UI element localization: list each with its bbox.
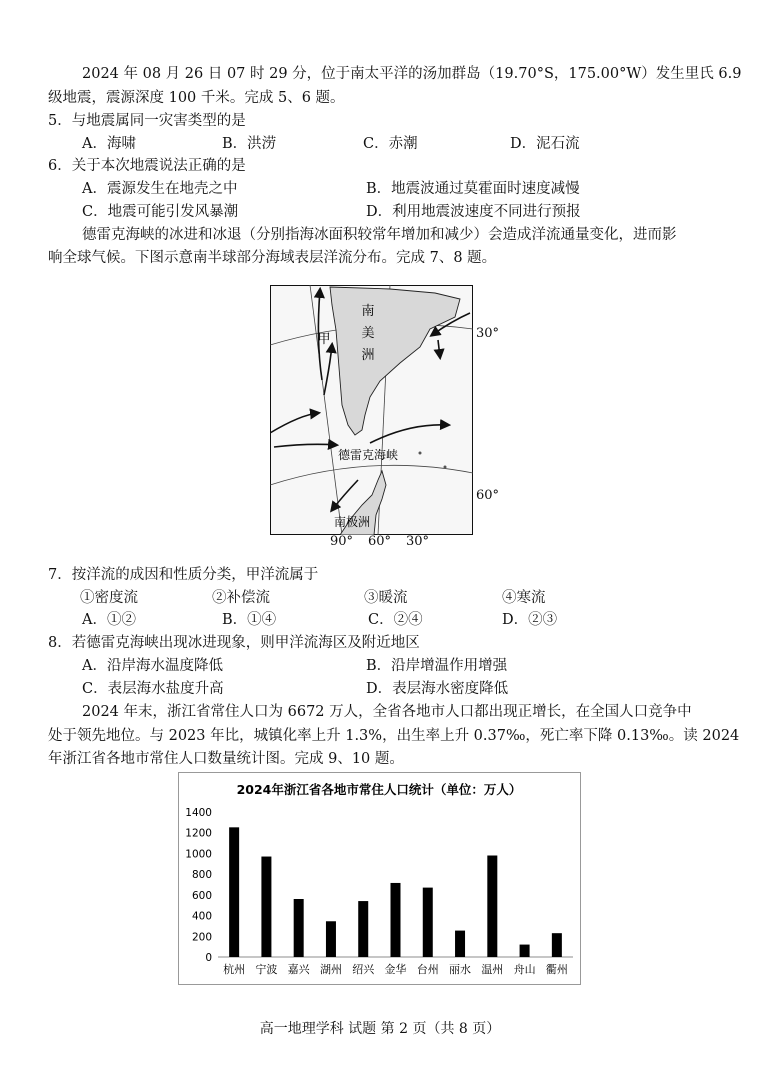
bar-温州 — [487, 856, 497, 958]
option-a: A．震源发生在地壳之中 — [82, 181, 238, 197]
bar-绍兴 — [358, 901, 368, 957]
intro-text-line: 响全球气候。下图示意南半球部分海域表层洋流分布。完成 7、8 题。 — [48, 250, 497, 266]
option-d: D．表层海水密度降低 — [366, 681, 509, 697]
y-tick-label: 600 — [191, 889, 212, 902]
continent-label: 南 — [361, 304, 375, 319]
longitude-label: 90° — [330, 534, 354, 549]
intro-text-line: 2024 年末，浙江省常住人口为 6672 万人，全省各地市人口都出现正增长，在全国人口竞争中 — [82, 704, 692, 720]
choice-item: ④寒流 — [502, 590, 546, 606]
option-a: A．海啸 — [82, 136, 136, 152]
bar-湖州 — [326, 921, 336, 957]
choice-item: ①密度流 — [80, 590, 138, 606]
option-c: C．地震可能引发风暴潮 — [82, 204, 239, 220]
intro-text-line: 德雷克海峡的冰进和冰退（分别指海冰面积较常年增加和减少）会造成洋流通量变化，进而影 — [82, 227, 677, 243]
strait-label: 德雷克海峡 — [337, 448, 399, 462]
bar-衢州 — [552, 933, 562, 957]
y-tick-label: 1200 — [185, 827, 212, 840]
x-tick-label: 温州 — [481, 963, 504, 976]
intro-text-line: 年浙江省各地市常住人口数量统计图。完成 9、10 题。 — [48, 751, 404, 767]
bar-嘉兴 — [294, 899, 304, 957]
y-tick-label: 200 — [191, 931, 212, 944]
option-b: B．沿岸增温作用增强 — [366, 658, 508, 674]
option-b: B．地震波通过莫霍面时速度减慢 — [366, 181, 580, 197]
x-tick-label: 绍兴 — [352, 963, 375, 976]
bar-杭州 — [229, 827, 239, 957]
x-tick-label: 丽水 — [449, 963, 472, 976]
island — [444, 466, 447, 469]
x-tick-label: 宁波 — [255, 963, 278, 976]
option-a: A．①② — [82, 612, 136, 628]
y-tick-label: 400 — [191, 910, 212, 923]
choice-item: ③暖流 — [364, 590, 408, 606]
ocean-current-map — [270, 285, 473, 535]
option-b: B．①④ — [222, 612, 277, 628]
continent-label: 洲 — [361, 348, 375, 363]
question-stem: 8．若德雷克海峡出现冰进现象，则甲洋流海区及附近地区 — [48, 635, 420, 651]
current-label-jia: 甲 — [317, 332, 331, 347]
x-tick-label: 舟山 — [513, 963, 536, 976]
longitude-label: 60° — [368, 534, 392, 549]
intro-text-line: 级地震，震源深度 100 千米。完成 5、6 题。 — [48, 90, 345, 106]
page-footer: 高一地理学科 试题 第 2 页（共 8 页） — [259, 1021, 501, 1037]
x-tick-label: 台州 — [416, 963, 439, 976]
bar-宁波 — [261, 857, 271, 957]
bar-舟山 — [520, 945, 530, 957]
intro-text-line: 2024 年 08 月 26 日 07 时 29 分，位于南太平洋的汤加群岛（19.70°S，175.00°W）发生里氏 6.9 — [82, 66, 742, 82]
island — [419, 452, 422, 455]
option-c: C．表层海水盐度升高 — [82, 681, 224, 697]
option-b: B．洪涝 — [222, 136, 277, 152]
x-tick-label: 嘉兴 — [287, 963, 310, 976]
option-d: D．②③ — [502, 612, 558, 628]
latitude-label: 60° — [476, 488, 500, 503]
continent-label: 美 — [361, 326, 375, 341]
option-a: A．沿岸海水温度降低 — [82, 658, 223, 674]
latitude-label: 30° — [476, 326, 500, 341]
x-tick-label: 湖州 — [319, 963, 342, 976]
antarctica-label: 南极洲 — [333, 515, 371, 529]
chart-title: 2024年浙江省各地市常住人口统计（单位：万人） — [236, 782, 522, 797]
option-d: D．泥石流 — [510, 136, 580, 152]
bar-台州 — [423, 888, 433, 957]
y-tick-label: 1400 — [185, 807, 212, 819]
bar-丽水 — [455, 931, 465, 957]
option-c: C．赤潮 — [363, 136, 418, 152]
question-stem: 7．按洋流的成因和性质分类，甲洋流属于 — [48, 567, 319, 583]
question-stem: 5．与地震属同一灾害类型的是 — [48, 113, 246, 129]
x-tick-label: 杭州 — [223, 963, 246, 976]
population-bar-chart — [178, 772, 581, 985]
x-tick-label: 金华 — [384, 963, 407, 976]
bar-金华 — [391, 883, 401, 957]
y-tick-label: 1000 — [185, 848, 212, 861]
option-c: C．②④ — [368, 612, 423, 628]
x-tick-label: 衢州 — [545, 963, 568, 976]
y-tick-label: 800 — [191, 869, 212, 882]
option-d: D．利用地震波速度不同进行预报 — [366, 204, 581, 220]
longitude-label: 30° — [406, 534, 430, 549]
question-stem: 6．关于本次地震说法正确的是 — [48, 158, 246, 174]
choice-item: ②补偿流 — [212, 590, 270, 606]
y-tick-label: 0 — [205, 952, 212, 964]
intro-text-line: 处于领先地位。与 2023 年比，城镇化率上升 1.3%，出生率上升 0.37‰，死亡率下降 0.13‰。读 2024 — [48, 728, 740, 744]
